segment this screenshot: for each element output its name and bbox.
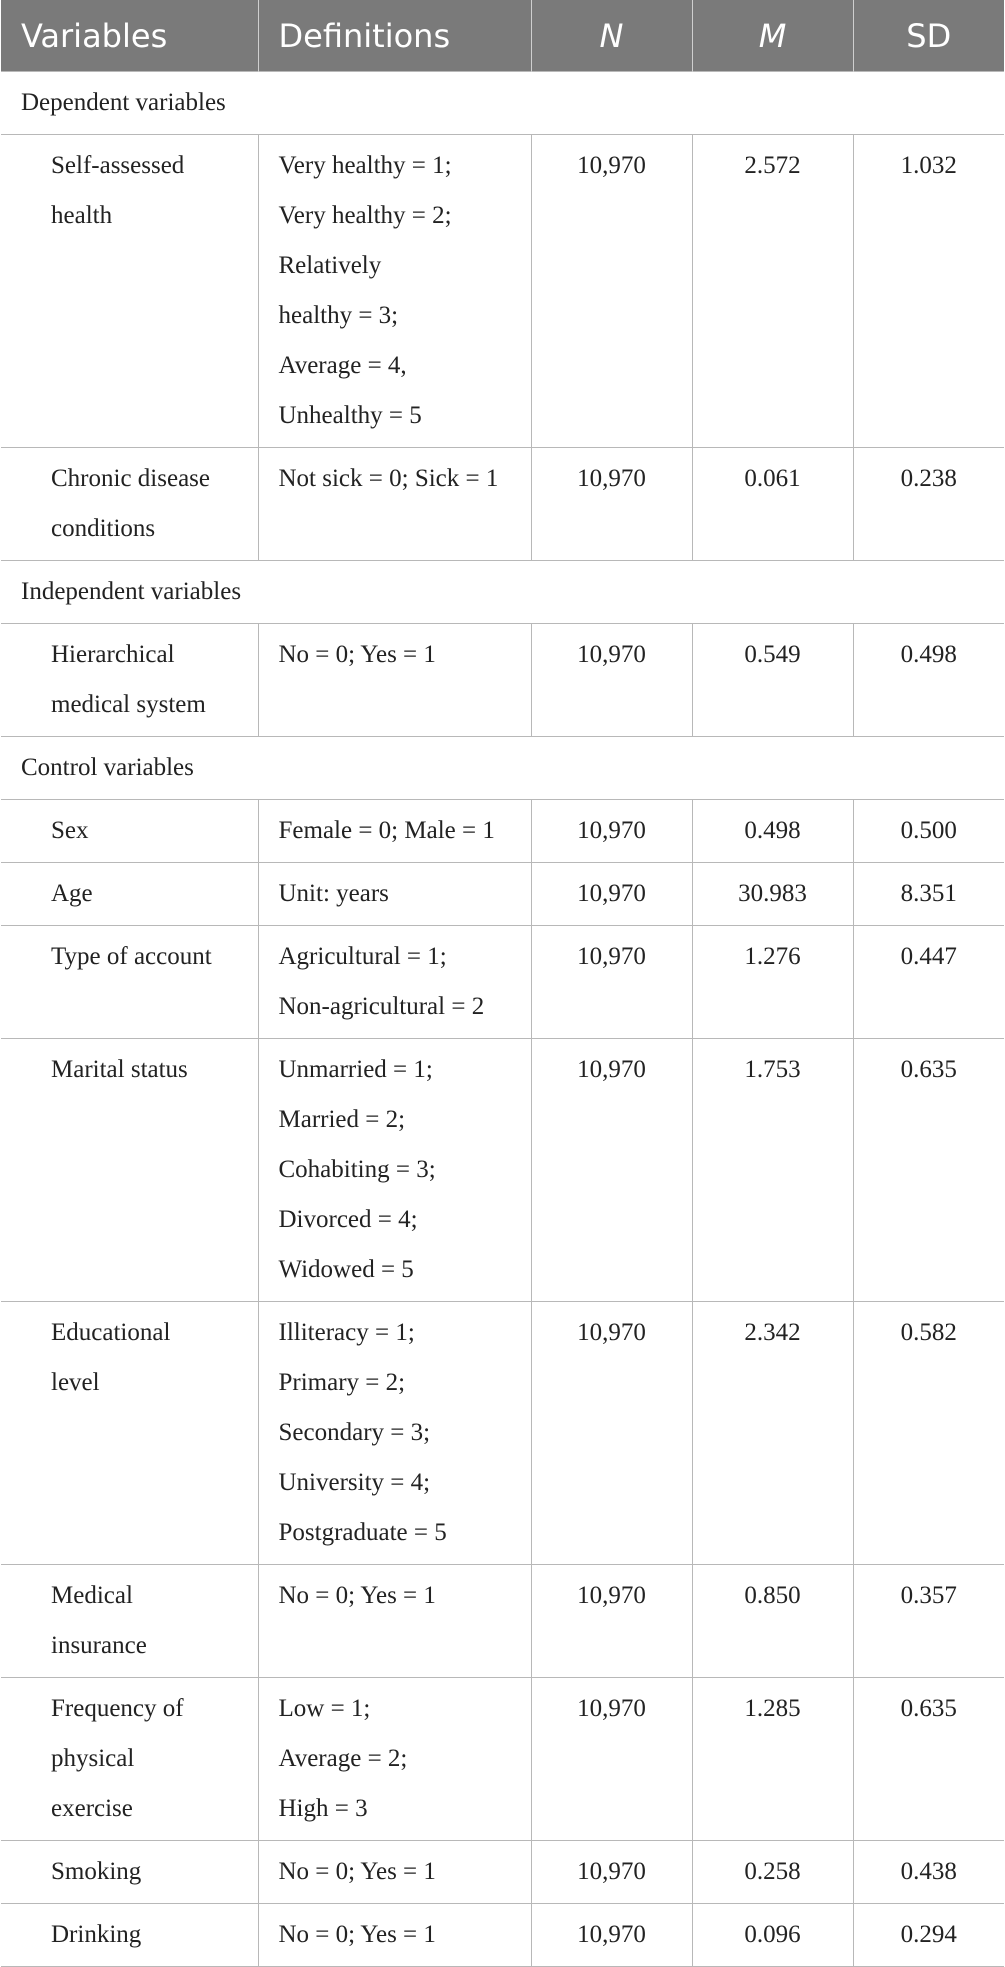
mean-value: 0.498 xyxy=(692,800,853,863)
mean-value: 1.276 xyxy=(692,926,853,1039)
variable-name-line: Age xyxy=(51,880,93,907)
variable-cell xyxy=(1,1565,258,1678)
variable-name-line: physical xyxy=(51,1745,135,1772)
definition-line: Very healthy = 2; xyxy=(278,202,452,229)
n-value: 10,970 xyxy=(531,1904,692,1967)
variable-cell xyxy=(1,448,258,561)
table-row xyxy=(1,1039,1004,1302)
section-title: Independent variables xyxy=(1,561,1004,624)
variable-name-line: level xyxy=(51,1369,100,1396)
header-row xyxy=(1,0,1004,72)
definition-line: Married = 2; xyxy=(278,1106,406,1133)
section-row xyxy=(1,72,1004,135)
n-value: 10,970 xyxy=(531,448,692,561)
mean-value: 2.342 xyxy=(692,1302,853,1565)
definition-line: University = 4; xyxy=(278,1469,431,1496)
table-row xyxy=(1,135,1004,448)
definition-cell xyxy=(258,448,531,561)
section-row xyxy=(1,561,1004,624)
mean-value: 0.258 xyxy=(692,1841,853,1904)
table-row xyxy=(1,800,1004,863)
variable-cell xyxy=(1,135,258,448)
variable-name-line: Chronic disease xyxy=(51,465,210,492)
definition-line: Postgraduate = 5 xyxy=(278,1519,447,1546)
variable-name-line: conditions xyxy=(51,515,156,542)
variable-name-line: exercise xyxy=(51,1795,133,1822)
variable-name-line: Educational xyxy=(51,1319,171,1346)
variable-name-line: Frequency of xyxy=(51,1695,184,1722)
section-title: Control variables xyxy=(1,737,1004,800)
definition-line: Illiteracy = 1; xyxy=(278,1319,415,1346)
n-value: 10,970 xyxy=(531,863,692,926)
n-value: 10,970 xyxy=(531,1841,692,1904)
definition-line: Average = 4, xyxy=(278,352,407,379)
sd-value: 0.635 xyxy=(853,1039,1004,1302)
definition-line: No = 0; Yes = 1 xyxy=(278,641,436,668)
definition-line: Secondary = 3; xyxy=(278,1419,431,1446)
definition-line: Widowed = 5 xyxy=(278,1256,414,1283)
n-value: 10,970 xyxy=(531,800,692,863)
variable-name-line: Self-assessed xyxy=(51,152,185,179)
definition-line: Unit: years xyxy=(278,880,389,907)
definition-line: Primary = 2; xyxy=(278,1369,406,1396)
variable-name-line: Marital status xyxy=(51,1056,188,1083)
table-row xyxy=(1,926,1004,1039)
mean-value: 1.285 xyxy=(692,1678,853,1841)
variable-name-line: Smoking xyxy=(51,1858,142,1885)
n-value: 10,970 xyxy=(531,135,692,448)
definition-line: Very healthy = 1; xyxy=(278,152,452,179)
table-row xyxy=(1,624,1004,737)
table-row xyxy=(1,1678,1004,1841)
definition-line: Cohabiting = 3; xyxy=(278,1156,436,1183)
definition-line: Average = 2; xyxy=(278,1745,408,1772)
n-value: 10,970 xyxy=(531,1302,692,1565)
section-title: Dependent variables xyxy=(1,72,1004,135)
definition-cell xyxy=(258,1904,531,1967)
variable-name-line: Medical xyxy=(51,1582,133,1609)
definition-line: No = 0; Yes = 1 xyxy=(278,1582,436,1609)
definition-cell xyxy=(258,926,531,1039)
variable-name-line: Sex xyxy=(51,817,89,844)
definition-line: Relatively xyxy=(278,252,382,279)
definition-cell xyxy=(258,1302,531,1565)
sd-value: 1.032 xyxy=(853,135,1004,448)
header-definitions: Definitions xyxy=(258,0,531,72)
definition-cell xyxy=(258,624,531,737)
mean-value: 1.753 xyxy=(692,1039,853,1302)
sd-value: 0.238 xyxy=(853,448,1004,561)
definition-cell xyxy=(258,863,531,926)
header-sd: SD xyxy=(853,0,1004,72)
definition-line: healthy = 3; xyxy=(278,302,399,329)
variable-name-line: insurance xyxy=(51,1632,147,1659)
mean-value: 2.572 xyxy=(692,135,853,448)
definition-cell xyxy=(258,1565,531,1678)
n-value: 10,970 xyxy=(531,624,692,737)
mean-value: 0.549 xyxy=(692,624,853,737)
n-value: 10,970 xyxy=(531,1039,692,1302)
definition-line: Low = 1; xyxy=(278,1695,371,1722)
sd-value: 0.635 xyxy=(853,1678,1004,1841)
variable-cell xyxy=(1,1678,258,1841)
definition-line: No = 0; Yes = 1 xyxy=(278,1858,436,1885)
definition-line: No = 0; Yes = 1 xyxy=(278,1921,436,1948)
definition-line: High = 3 xyxy=(278,1795,368,1822)
mean-value: 0.061 xyxy=(692,448,853,561)
variable-cell xyxy=(1,800,258,863)
definition-cell xyxy=(258,1678,531,1841)
variable-cell xyxy=(1,1841,258,1904)
definition-line: Unmarried = 1; xyxy=(278,1056,433,1083)
table-row xyxy=(1,1841,1004,1904)
definition-cell xyxy=(258,1841,531,1904)
variable-name-line: Hierarchical xyxy=(51,641,175,668)
definition-cell xyxy=(258,800,531,863)
definition-line: Agricultural = 1; xyxy=(278,943,447,970)
definition-line: Not sick = 0; Sick = 1 xyxy=(278,465,499,492)
n-value: 10,970 xyxy=(531,1565,692,1678)
mean-value: 30.983 xyxy=(692,863,853,926)
variable-cell xyxy=(1,926,258,1039)
table-row xyxy=(1,1904,1004,1967)
sd-value: 0.447 xyxy=(853,926,1004,1039)
variable-cell xyxy=(1,1302,258,1565)
definition-cell xyxy=(258,135,531,448)
variable-name-line: medical system xyxy=(51,691,206,718)
n-value: 10,970 xyxy=(531,926,692,1039)
mean-value: 0.096 xyxy=(692,1904,853,1967)
header-m: M xyxy=(692,0,853,72)
variable-name-line: Drinking xyxy=(51,1921,142,1948)
header-variables: Variables xyxy=(1,0,258,72)
sd-value: 0.500 xyxy=(853,800,1004,863)
definition-line: Unhealthy = 5 xyxy=(278,402,422,429)
definition-line: Non-agricultural = 2 xyxy=(278,993,485,1020)
sd-value: 0.582 xyxy=(853,1302,1004,1565)
variable-cell xyxy=(1,624,258,737)
definition-line: Divorced = 4; xyxy=(278,1206,418,1233)
mean-value: 0.850 xyxy=(692,1565,853,1678)
sd-value: 0.357 xyxy=(853,1565,1004,1678)
table-row xyxy=(1,448,1004,561)
section-row xyxy=(1,737,1004,800)
table-row xyxy=(1,863,1004,926)
variable-cell xyxy=(1,1039,258,1302)
variables-table xyxy=(1,0,1004,1967)
sd-value: 0.438 xyxy=(853,1841,1004,1904)
definition-cell xyxy=(258,1039,531,1302)
variable-cell xyxy=(1,1904,258,1967)
n-value: 10,970 xyxy=(531,1678,692,1841)
sd-value: 0.294 xyxy=(853,1904,1004,1967)
table-body xyxy=(1,72,1004,1967)
variable-name-line: health xyxy=(51,202,113,229)
sd-value: 8.351 xyxy=(853,863,1004,926)
table-row xyxy=(1,1565,1004,1678)
table-row xyxy=(1,1302,1004,1565)
header-n: N xyxy=(531,0,692,72)
definition-line: Female = 0; Male = 1 xyxy=(278,817,495,844)
sd-value: 0.498 xyxy=(853,624,1004,737)
variable-cell xyxy=(1,863,258,926)
variable-name-line: Type of account xyxy=(51,943,212,970)
